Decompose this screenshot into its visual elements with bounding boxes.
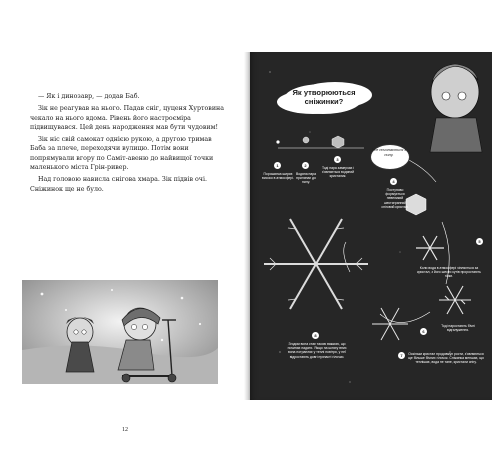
speech-bubble-text: Усе починається з пилу.: [371, 147, 407, 157]
step-number: 4: [390, 178, 397, 185]
step-number: 6: [420, 328, 427, 335]
step-label: Поступово формується невеликий шестигранний сніговий кристал.: [381, 188, 409, 209]
step-label: Згодом вона стає такою важкою, що починає падати. Якщо на шляху вниз вона потрапляє у теплі повітря, у неї відростають довгі пухнасті гілочки.: [287, 342, 347, 359]
kids-on-scooter-illustration: [22, 280, 218, 384]
step-number: 7: [398, 352, 405, 359]
step-label: Тоді наростають бічні відгалуження.: [441, 324, 475, 333]
step-label: Водяна пара прилипає до пилу.: [295, 172, 317, 185]
left-page: [0, 52, 250, 433]
story-paragraph: — Як і динозавр, — додав Баб.: [38, 93, 140, 100]
right-page: [250, 52, 492, 400]
story-text: [30, 92, 226, 194]
step-number: 1: [274, 162, 281, 169]
step-number: 2: [302, 162, 309, 169]
story-paragraph: Зік не реагував на нього. Падав сніг, цуценя Хуртовина чекало на нього вдома. Рівень його настроєміра підвищувався. Цей день народження мав бути чудовим!: [30, 105, 224, 131]
step-number: 3: [334, 156, 341, 163]
step-number: 5: [476, 238, 483, 245]
story-paragraph: Над головою нависла снігова хмара. Зік підвів очі. Сніжинок ще не було.: [30, 176, 207, 193]
story-paragraph: Зік ніс свій самокат однією рукою, а другою тримав Баба за плече, переходячи вулицю. Потім вони попрямували вгору по Саміт-авеню до найвищої точки маленького міста Грін-ривер.: [30, 136, 214, 172]
diagram-title: Як утворюються сніжинки?: [292, 88, 356, 106]
page-number: 12: [122, 427, 128, 433]
step-label: Порошинка ширяє високо в атмосфері.: [262, 172, 294, 181]
step-label: Коли вода в атмосфері чіпляється за кристал, з його шести кутів проростають гілки.: [417, 266, 481, 279]
step-label: Тоді пара замерзає і з'являється водяний кристалик.: [321, 166, 355, 179]
step-label: Оскільки кристал продовжує рости, з'являються ще більше бічних гілочок. Сніжинка меншає, що теплішає, вода не тане, кристали снігу.: [408, 352, 484, 365]
step-number: 8: [312, 332, 319, 339]
